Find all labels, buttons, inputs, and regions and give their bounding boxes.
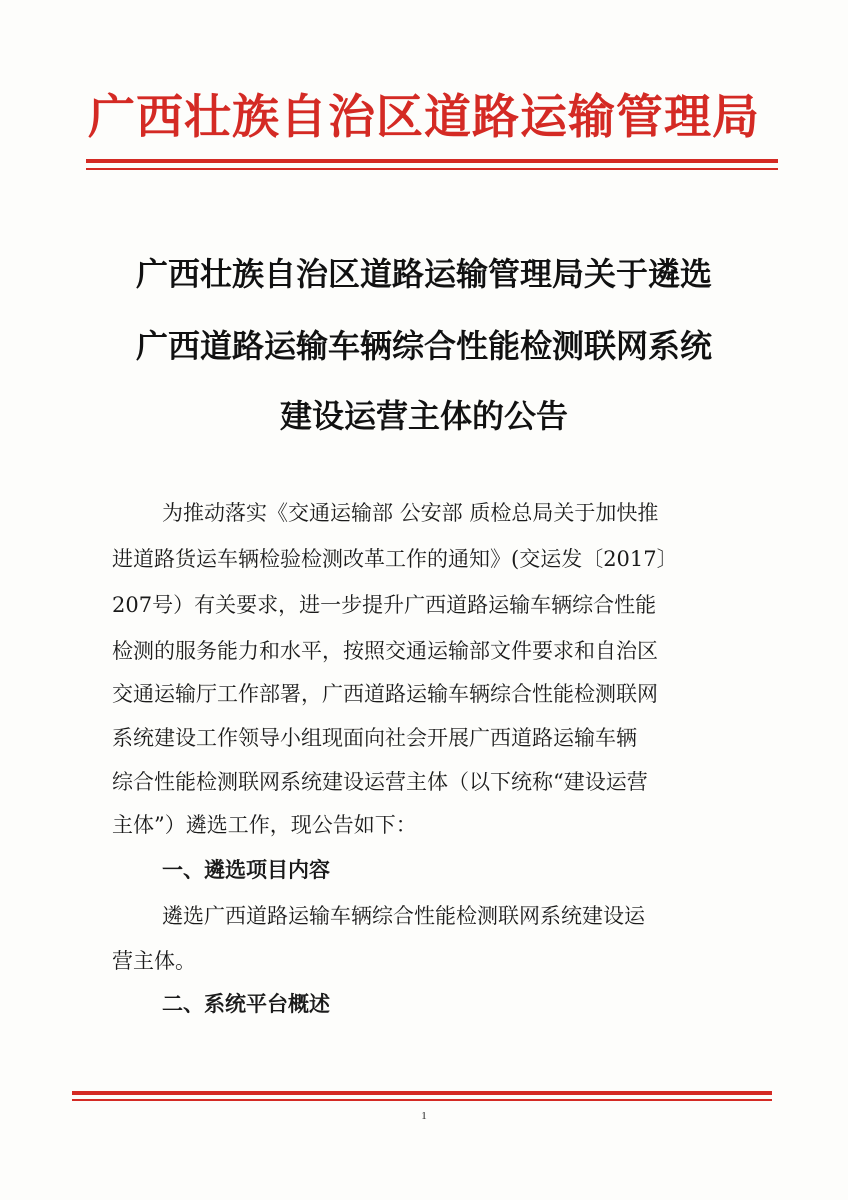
title-line-1: 广西壮族自治区道路运输管理局关于遴选 (135, 255, 712, 293)
page-number: 1 (421, 1110, 427, 1122)
letterhead-rule-thin (86, 168, 778, 170)
body-line: 检测的服务能力和水平，按照交通运输部文件要求和自治区 (112, 639, 658, 663)
body-line: 207号）有关要求，进一步提升广西道路运输车辆综合性能 (112, 593, 657, 617)
title-line-2: 广西道路运输车辆综合性能检测联网系统 (135, 327, 712, 365)
section-1-heading: 一、遴选项目内容 (162, 857, 330, 882)
body-line: 综合性能检测联网系统建设运营主体（以下统称“建设运营 (112, 770, 648, 794)
body-line: 进道路货运车辆检验检测改革工作的通知》(交运发〔2017〕 (112, 547, 678, 571)
section-2-heading: 二、系统平台概述 (162, 991, 330, 1016)
footer-rule-thin (72, 1099, 772, 1101)
letterhead-org-name: 广西壮族自治区道路运输管理局 (88, 90, 760, 145)
body-line: 系统建设工作领导小组现面向社会开展广西道路运输车辆 (112, 726, 637, 750)
body-line: 为推动落实《交通运输部 公安部 质检总局关于加快推 (162, 501, 659, 525)
body-line: 交通运输厅工作部署，广西道路运输车辆综合性能检测联网 (112, 682, 658, 706)
body-line: 营主体。 (112, 949, 196, 973)
body-line: 遴选广西道路运输车辆综合性能检测联网系统建设运 (162, 904, 645, 928)
letterhead-rule-thick (86, 159, 778, 163)
title-line-3: 建设运营主体的公告 (279, 397, 568, 435)
body-line: 主体”）遴选工作，现公告如下： (112, 813, 417, 837)
footer-rule-thick (72, 1091, 772, 1095)
